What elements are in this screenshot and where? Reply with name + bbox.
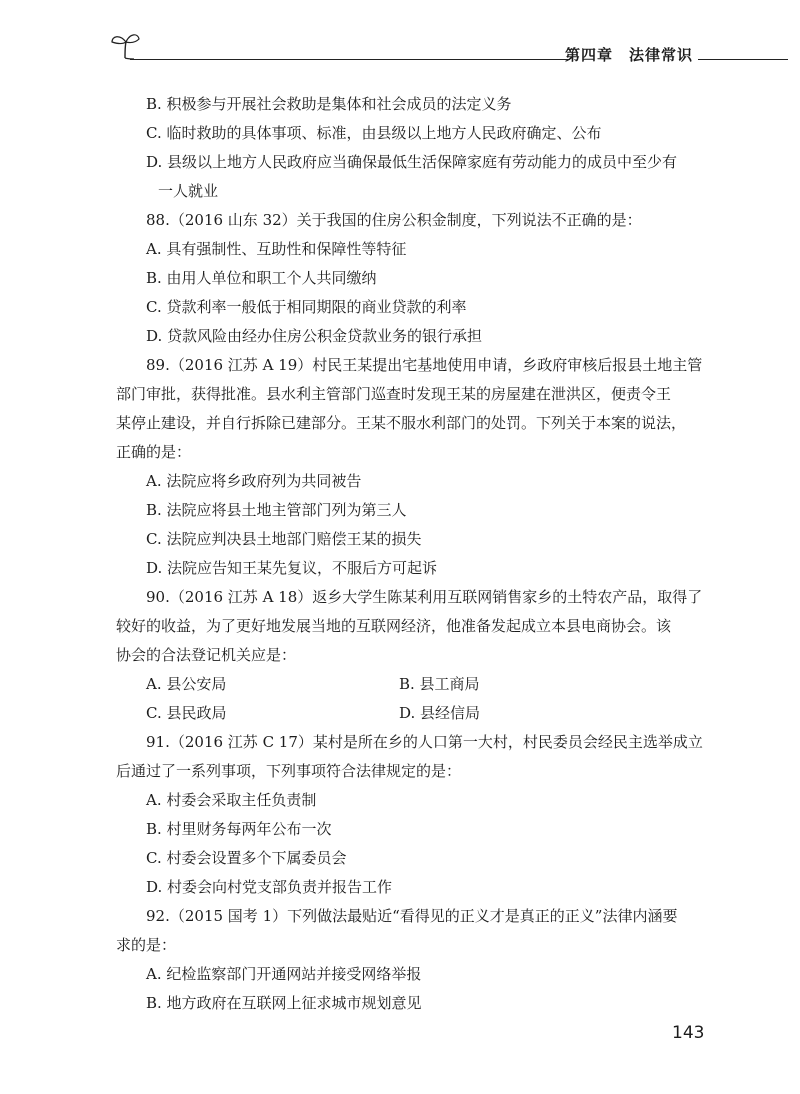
- option-line: A. 村委会采取主任负责制: [146, 791, 317, 809]
- option-line: B. 积极参与开展社会救助是集体和社会成员的法定义务: [146, 95, 512, 113]
- question-90-stem: 90.（2016 江苏 A 18）返乡大学生陈某利用互联网销售家乡的土特农产品，取得了: [146, 588, 703, 606]
- option-line: D. 村委会向村党支部负责并报告工作: [146, 878, 393, 896]
- option-c: C. 县民政局: [146, 704, 227, 722]
- page-header: [108, 30, 788, 70]
- option-line: C. 临时救助的具体事项、标准，由县级以上地方人民政府确定、公布: [146, 124, 602, 142]
- header-rule-right: [698, 59, 788, 60]
- question-90-stem-line: 协会的合法登记机关应是：: [116, 646, 297, 664]
- sprout-icon: [108, 30, 142, 60]
- question-89-stem-line: 部门审批，获得批准。县水利主管部门巡查时发现王某的房屋建在泄洪区，便责令王: [116, 385, 672, 403]
- page-body: [116, 90, 703, 1018]
- option-line-continued: 一人就业: [158, 182, 219, 200]
- option-line: D. 县级以上地方人民政府应当确保最低生活保障家庭有劳动能力的成员中至少有: [146, 153, 678, 171]
- option-line: A. 法院应将乡政府列为共同被告: [146, 472, 362, 490]
- option-line: C. 法院应判决县土地部门赔偿王某的损失: [146, 530, 422, 548]
- header-rule-left: [130, 59, 570, 60]
- option-line: C. 村委会设置多个下属委员会: [146, 849, 347, 867]
- option-line: A. 具有强制性、互助性和保障性等特征: [146, 240, 407, 258]
- option-line: B. 村里财务每两年公布一次: [146, 820, 332, 838]
- option-line: A. 纪检监察部门开通网站并接受网络举报: [146, 965, 422, 983]
- question-91-stem-line: 后通过了一系列事项，下列事项符合法律规定的是：: [116, 762, 462, 780]
- question-88-stem: 88.（2016 山东 32）关于我国的住房公积金制度，下列说法不正确的是：: [146, 211, 642, 229]
- chapter-title: 第四章 法律常识: [565, 46, 694, 64]
- question-90-stem-line: 较好的收益，为了更好地发展当地的互联网经济，他准备发起成立本县电商协会。该: [116, 617, 672, 635]
- option-line: B. 法院应将县土地主管部门列为第三人: [146, 501, 407, 519]
- question-89-stem: 89.（2016 江苏 A 19）村民王某提出宅基地使用申请，乡政府审核后报县土地主管: [146, 356, 703, 374]
- option-d: D. 县经信局: [399, 704, 481, 722]
- question-89-stem-line: 某停止建设，并自行拆除已建部分。王某不服水利部门的处罚。下列关于本案的说法，: [116, 414, 687, 432]
- option-line: B. 地方政府在互联网上征求城市规划意见: [146, 994, 422, 1012]
- option-row: [116, 670, 694, 699]
- option-line: D. 法院应告知王某先复议，不服后方可起诉: [146, 559, 438, 577]
- option-row: [116, 699, 694, 728]
- question-91-stem: 91.（2016 江苏 C 17）某村是所在乡的人口第一大村，村民委员会经民主选举成立: [146, 733, 703, 751]
- question-92-stem-line: 求的是：: [116, 936, 177, 954]
- option-line: B. 由用人单位和职工个人共同缴纳: [146, 269, 377, 287]
- option-a: A. 县公安局: [146, 675, 227, 693]
- question-89-stem-line: 正确的是：: [116, 443, 192, 461]
- question-92-stem: 92.（2015 国考 1）下列做法最贴近“看得见的正义才是真正的正义”法律内涵要: [146, 907, 678, 925]
- option-line: C. 贷款利率一般低于相同期限的商业贷款的利率: [146, 298, 467, 316]
- option-line: D. 贷款风险由经办住房公积金贷款业务的银行承担: [146, 327, 483, 345]
- option-b: B. 县工商局: [399, 675, 480, 693]
- page-number: 143: [672, 1023, 705, 1043]
